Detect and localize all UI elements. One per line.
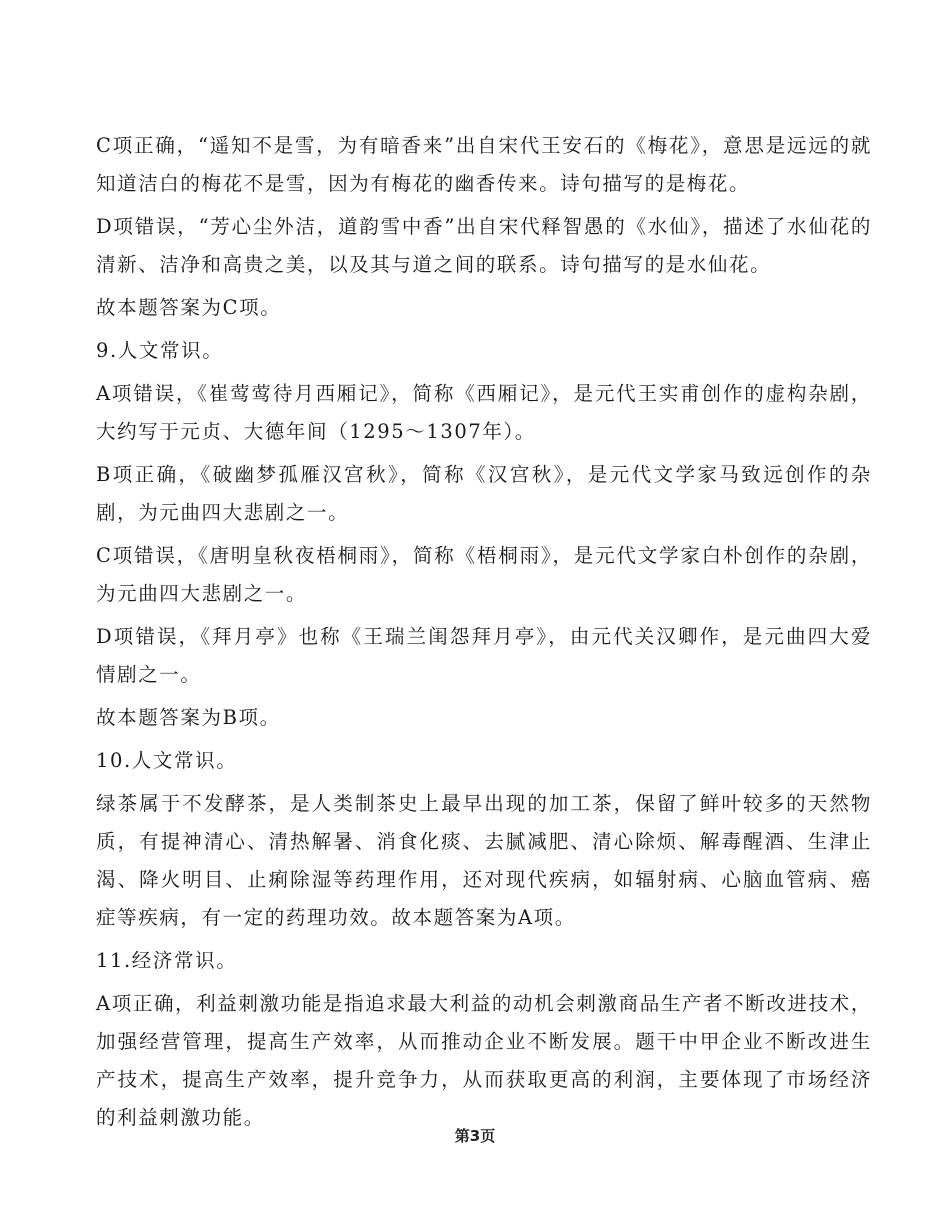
page-number: 第3页 — [454, 1127, 496, 1145]
question-11-heading: 11.经济常识。 — [96, 949, 238, 972]
question-9-option-a: A项错误，《崔莺莺待月西厢记》，简称《西厢记》，是元代王实甫创作的虚构杂剧，大约写于元贞、大德年间（1295～1307年）。 — [96, 382, 872, 443]
question-9-answer: 故本题答案为B项。 — [96, 706, 281, 729]
question-10-heading: 10.人文常识。 — [96, 749, 238, 772]
question-9-option-b: B项正确，《破幽梦孤雁汉宫秋》，简称《汉宫秋》，是元代文学家马致远创作的杂剧，为元曲四大悲剧之一。 — [96, 463, 872, 524]
paragraph-option-c: C项正确，“遥知不是雪，为有暗香来”出自宋代王安石的《梅花》，意思是远远的就知道洁白的梅花不是雪，因为有梅花的幽香传来。诗句描写的是梅花。 — [96, 134, 872, 195]
question-9-option-c: C项错误，《唐明皇秋夜梧桐雨》，简称《梧桐雨》，是元代文学家白朴创作的杂剧，为元曲四大悲剧之一。 — [96, 544, 872, 605]
question-11-option-a: A项正确，利益刺激功能是指追求最大利益的动机会刺激商品生产者不断改进技术， 加强经营管理，提高生产效率，从而推动企业不断发展。题干中甲企业不断改进生产技术，提高生产效率，提升竞争力，从而获取更高的利润，主要体现了市场经济的利益刺激功能。 — [96, 992, 872, 1129]
question-9-heading: 9.人文常识。 — [96, 339, 224, 362]
question-9-option-d: D项错误，《拜月亭》也称《王瑞兰闺怨拜月亭》，由元代关汉卿作，是元曲四大爱情剧之一。 — [96, 625, 872, 686]
paragraph-option-d: D项错误，“芳心尘外洁，道韵雪中香”出自宋代释智愚的《水仙》，描述了水仙花的清新、洁净和高贵之美，以及其与道之间的联系。诗句描写的是水仙花。 — [96, 215, 872, 276]
answer-line: 故本题答案为C项。 — [96, 296, 282, 319]
question-10-body: 绿茶属于不发酵茶，是人类制茶史上最早出现的加工茶，保留了鲜叶较多的天然物质，有提神清心、清热解暑、消食化痰、去腻减肥、清心除烦、解毒醒酒、生津止渴、降火明目、止痢除湿等药理作用，还对现代疾病，如辐射病、心脑血管病、癌症等疾病，有一定的药理功效。故本题答案为A项。 — [96, 792, 872, 929]
document-body — [96, 127, 872, 1142]
